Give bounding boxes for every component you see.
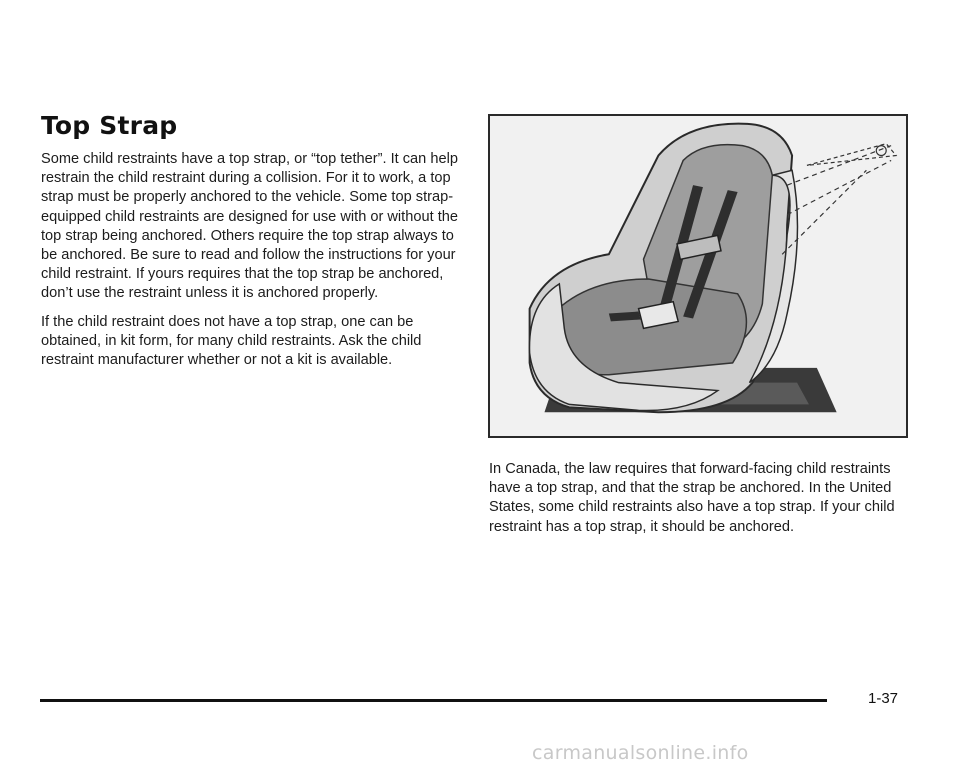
right-column <box>489 460 909 537</box>
paragraph-top-strap-kit: If the child restraint does not have a top strap, one can be obtained, in kit form, for many child restraints. Ask the child restraint manufacturer whether or not a kit is available. <box>41 313 422 369</box>
page-number: 1-37 <box>868 690 899 707</box>
section-title: Top Strap <box>41 111 178 140</box>
child-seat-illustration <box>488 114 908 438</box>
paragraph-canada-law: In Canada, the law requires that forward-facing child restraints have a top strap, and that the strap be anchored. In the United States, some child restraints also have a top strap. If your child restraint has a top strap, it should be anchored. <box>489 461 895 535</box>
watermark: carmanualsonline.info <box>532 742 749 764</box>
paragraph-top-strap-intro: Some child restraints have a top strap, or “top tether”. It can help restrain the child restraint during a collision. For it to work, a top strap must be properly anchored to the vehicle. Some top strap-equipped child restraints are designed for use with or without the top strap being anchored. Others require the top strap always to be anchored. Be sure to read and follow the instructions for your child restraint. If yours requires that the top strap be anchored, don’t use the restraint unless it is anchored properly. <box>41 151 458 302</box>
left-column <box>41 150 461 379</box>
footer-divider <box>40 699 827 702</box>
child-seat-top-strap-icon <box>490 116 906 436</box>
